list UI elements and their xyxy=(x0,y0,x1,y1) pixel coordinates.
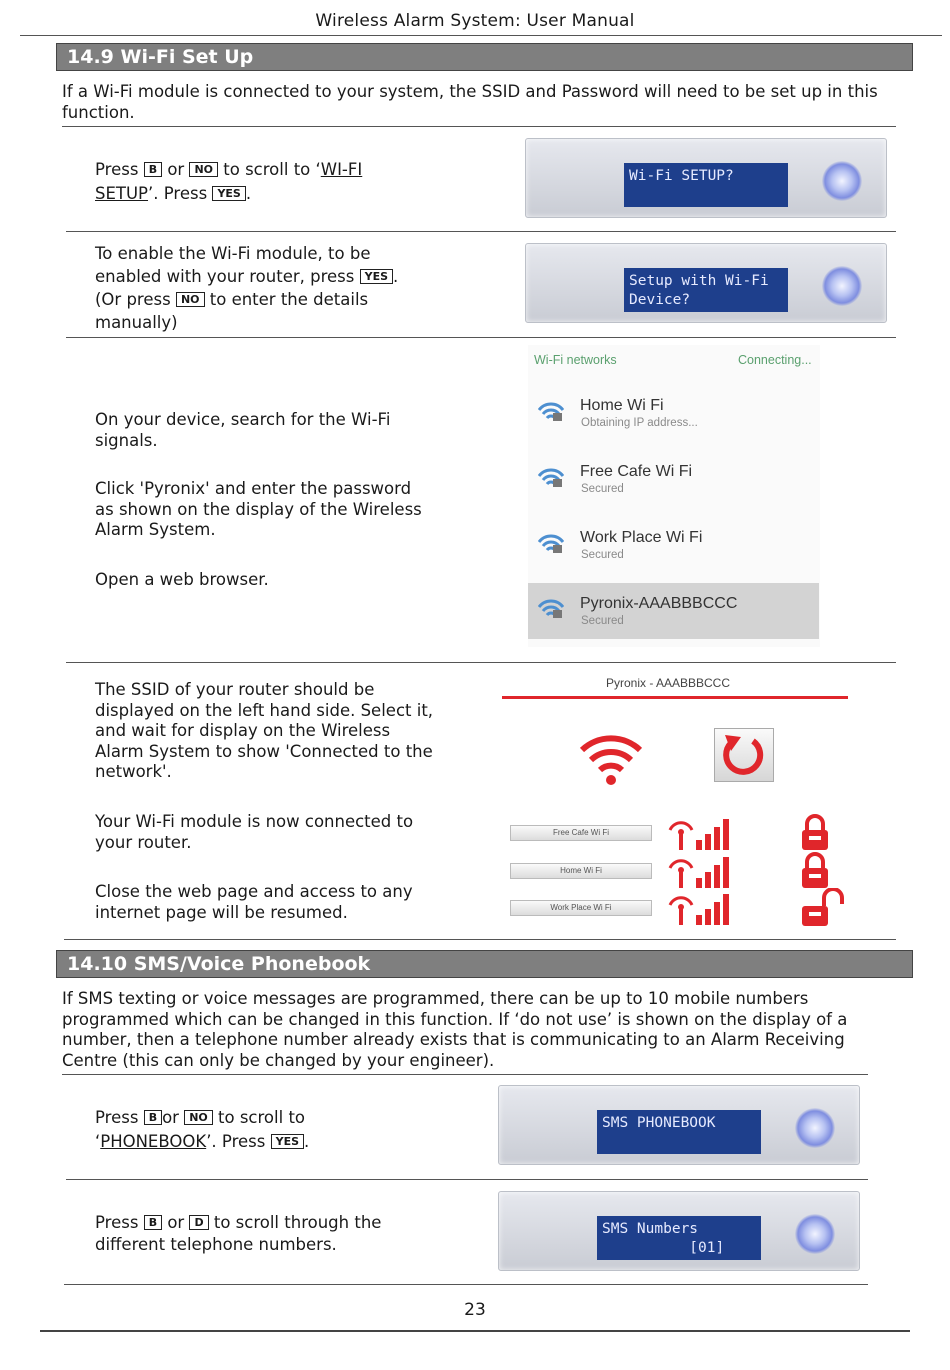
divider xyxy=(62,1074,868,1075)
sms-intro: If SMS texting or voice messages are programmed, there can be up to 10 mobile numbers programmed which can be changed in this function. If ‘do not use’ is shown on the display of a number, then a telephone number already exists that is communicating to an Alarm Receiving Centre (this can only be changed by your engineer). xyxy=(62,989,848,1070)
wifi-networks-screenshot xyxy=(528,345,820,647)
lcd-screen: SMS PHONEBOOK xyxy=(597,1110,761,1154)
no-key-icon: NO xyxy=(176,292,205,307)
network-name: Work Place Wi Fi xyxy=(580,529,703,546)
wifi-intro: If a Wi-Fi module is connected to your system, the SSID and Password will need to be set up in this function. xyxy=(62,82,878,122)
unlocked-icon xyxy=(800,888,848,928)
keypad-display-panel xyxy=(525,138,887,218)
section-heading-sms: 14.10 SMS/Voice Phonebook xyxy=(56,950,913,978)
divider xyxy=(64,939,896,940)
network-status: Secured xyxy=(581,483,624,495)
footer-rule xyxy=(40,1330,910,1332)
network-status: Obtaining IP address... xyxy=(581,417,698,429)
wifi-step4-p3: Close the web page and access to any internet page will be resumed. xyxy=(95,882,413,922)
network-name: Pyronix-AAABBBCCC xyxy=(580,595,738,612)
wifi-step3-p3: Open a web browser. xyxy=(95,570,269,589)
lcd-screen: Setup with Wi-Fi Device? xyxy=(624,268,788,312)
wifi-networks-title: Wi-Fi networks xyxy=(534,353,617,367)
d-key-icon: D xyxy=(189,1215,208,1230)
keypad-display-panel xyxy=(498,1085,860,1165)
portal-title-underline xyxy=(502,696,848,699)
b-key-icon: B xyxy=(144,1215,162,1230)
tag-reader-icon xyxy=(795,1108,835,1148)
divider xyxy=(66,1179,868,1180)
divider xyxy=(66,662,896,663)
divider xyxy=(64,1284,868,1285)
portal-title: Pyronix - AAABBBCCC xyxy=(605,676,731,690)
section-heading-wifi: 14.9 Wi-Fi Set Up xyxy=(56,43,913,71)
network-row xyxy=(528,517,820,575)
connecting-status: Connecting... xyxy=(738,353,812,367)
keypad-display-panel xyxy=(498,1191,860,1271)
portal-network-button: Home Wi Fi xyxy=(510,863,652,879)
tag-reader-icon xyxy=(822,266,862,306)
wifi-signal-icon xyxy=(538,467,564,489)
yes-key-icon: YES xyxy=(360,269,393,284)
refresh-button xyxy=(714,728,774,782)
wifi-step3-p1: On your device, search for the Wi-Fi signals. xyxy=(95,410,391,450)
divider xyxy=(66,337,896,338)
network-row xyxy=(528,451,820,509)
running-head: Wireless Alarm System: User Manual xyxy=(315,11,635,31)
tag-reader-icon xyxy=(822,161,862,201)
lock-icon xyxy=(800,814,830,852)
yes-key-icon: YES xyxy=(212,186,245,201)
network-status: Secured xyxy=(581,549,624,561)
network-name: Free Cafe Wi Fi xyxy=(580,463,693,480)
portal-network-button: Work Place Wi Fi xyxy=(510,900,652,916)
lock-icon xyxy=(800,852,830,890)
network-row-selected xyxy=(528,583,819,639)
network-row xyxy=(528,385,820,443)
wifi-step1-text: Press B or NO to scroll to ‘WI-FI SETUP’. Press YES . xyxy=(95,160,363,203)
wifi-logo-icon xyxy=(578,730,644,786)
wifi-setup-link: WI-FI SETUP xyxy=(95,160,363,203)
signal-strength-icon xyxy=(666,854,736,890)
divider xyxy=(66,231,896,232)
yes-key-icon: YES xyxy=(271,1134,304,1149)
portal-screenshot xyxy=(500,670,850,932)
divider xyxy=(62,126,896,127)
signal-strength-icon xyxy=(666,816,736,852)
wifi-step4-p1: The SSID of your router should be displayed on the left hand side. Select it, and wait for display on the Wireless Alarm System to show 'Connected to the network'. xyxy=(95,680,434,781)
wifi-signal-icon xyxy=(538,533,564,555)
page-number: 23 xyxy=(464,1300,486,1320)
sms-step2-text: Press B or D to scroll through the different telephone numbers. xyxy=(95,1213,382,1254)
sms-step1-text: Press B or NO to scroll to ‘PHONEBOOK’. Press YES . xyxy=(95,1108,310,1151)
wifi-signal-icon xyxy=(538,401,564,423)
lcd-screen: SMS Numbers [01] xyxy=(597,1216,761,1260)
header-rule xyxy=(20,35,942,36)
refresh-icon xyxy=(715,729,773,781)
signal-strength-icon xyxy=(666,891,736,927)
no-key-icon: NO xyxy=(189,162,218,177)
wifi-step4-p2: Your Wi-Fi module is now connected to your router. xyxy=(95,812,414,852)
network-name: Home Wi Fi xyxy=(580,397,664,414)
portal-network-button: Free Cafe Wi Fi xyxy=(510,825,652,841)
network-status: Secured xyxy=(581,615,624,627)
wifi-step2-text: To enable the Wi-Fi module, to be enabled with your router, press YES . (Or press NO to enter the details manually) xyxy=(95,244,399,332)
wifi-signal-icon xyxy=(538,598,564,620)
wifi-step3-p2: Click 'Pyronix' and enter the password as shown on the display of the Wireless Alarm System. xyxy=(95,479,422,539)
no-key-icon: NO xyxy=(184,1110,213,1125)
b-key-icon: B xyxy=(144,162,162,177)
lcd-screen: Wi-Fi SETUP? xyxy=(624,163,788,207)
b-key-icon: B xyxy=(144,1110,162,1125)
phonebook-link: PHONEBOOK xyxy=(100,1132,207,1151)
keypad-display-panel xyxy=(525,243,887,323)
tag-reader-icon xyxy=(795,1214,835,1254)
